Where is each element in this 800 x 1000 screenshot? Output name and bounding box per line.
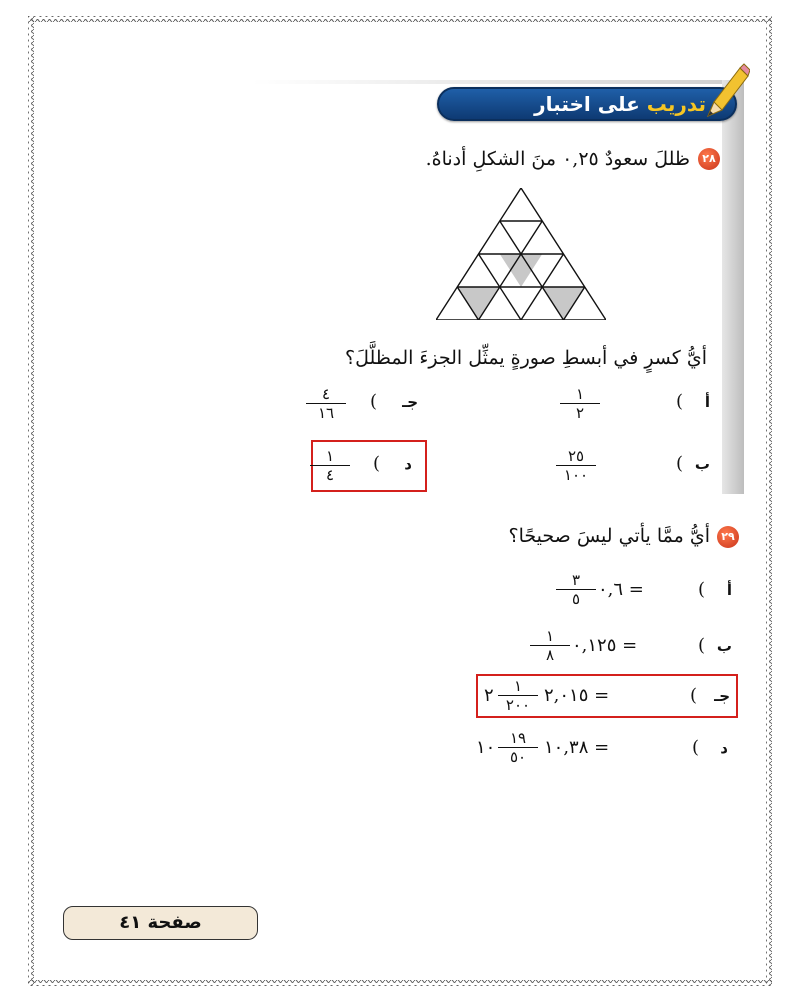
q29-option-b-paren: ( xyxy=(698,635,706,656)
question-29-number: ٢٩ xyxy=(717,526,739,548)
q28-option-d-letter: د xyxy=(404,455,412,473)
q29-option-d-equation: ١٠,٣٨ = xyxy=(544,737,610,758)
banner-title-rest: على اختبار xyxy=(534,92,647,116)
q29-option-a-paren: ( xyxy=(698,579,706,600)
fraction-denominator: ٥٠ xyxy=(509,748,527,766)
q29-option-d-letter: د xyxy=(720,739,728,757)
q29-option-c-equation: ٢,٠١٥ = xyxy=(544,685,610,706)
q29-option-a-equation: ٠,٦ = xyxy=(598,579,644,600)
q29-option-c-fraction xyxy=(498,678,538,713)
q28-option-d-paren: ( xyxy=(373,453,381,474)
fraction-numerator: ٤ xyxy=(306,386,346,404)
q28-option-c-letter: جـ xyxy=(402,393,418,411)
q29-option-c-whole: ٢ xyxy=(484,685,494,706)
fraction-denominator: ٨ xyxy=(545,646,555,664)
q29-option-a-fraction xyxy=(556,572,596,607)
fraction-numerator: ١ xyxy=(530,628,570,646)
q28-option-a-paren: ( xyxy=(676,391,684,412)
fraction-denominator: ١٦ xyxy=(317,404,335,422)
q28-option-c-fraction xyxy=(306,386,346,421)
fraction-numerator: ١ xyxy=(560,386,600,404)
q28-option-b-paren: ( xyxy=(676,453,684,474)
fraction-denominator: ١٠٠ xyxy=(563,466,589,484)
question-28-number: ٢٨ xyxy=(698,148,720,170)
fraction-numerator: ٢٥ xyxy=(556,448,596,466)
q29-option-c-paren: ( xyxy=(690,685,698,706)
question-29-prompt: أيُّ ممَّا يأتي ليسَ صحيحًا؟ xyxy=(508,525,710,547)
fraction-denominator: ٢ xyxy=(575,404,585,422)
fraction-numerator: ١٩ xyxy=(498,730,538,748)
q28-option-b-letter: ب xyxy=(694,455,710,473)
q29-option-d-paren: ( xyxy=(692,737,700,758)
panel-top-rule xyxy=(252,80,722,84)
banner-title xyxy=(456,89,706,119)
q28-option-b-fraction xyxy=(556,448,596,483)
page-number-badge: صفحة ٤١ xyxy=(63,906,258,940)
q29-option-d-fraction xyxy=(498,730,538,765)
pencil-icon xyxy=(700,62,750,122)
triangle-figure xyxy=(436,188,606,320)
q28-option-a-letter: أ xyxy=(704,393,710,411)
q28-option-d-fraction xyxy=(310,448,350,483)
q29-option-b-letter: ب xyxy=(716,637,732,655)
fraction-numerator: ١ xyxy=(498,678,538,696)
fraction-numerator: ٣ xyxy=(556,572,596,590)
q28-option-c-paren: ( xyxy=(370,391,378,412)
q29-option-a-letter: أ xyxy=(726,581,732,599)
panel-shadow xyxy=(722,80,744,494)
fraction-denominator: ٤ xyxy=(325,466,335,484)
q29-option-b-fraction xyxy=(530,628,570,663)
question-28-prompt: ظللَ سعودٌ ٠,٢٥ منَ الشكلِ أدناهُ. xyxy=(425,148,690,170)
q29-option-b-equation: ٠,١٢٥ = xyxy=(572,635,638,656)
banner-title-highlight: تدريب xyxy=(646,92,706,116)
q29-option-c-letter: جـ xyxy=(714,687,730,705)
fraction-denominator: ٢٠٠ xyxy=(505,696,531,714)
q29-option-d-whole: ١٠ xyxy=(476,737,496,758)
fraction-numerator: ١ xyxy=(310,448,350,466)
q28-option-a-fraction xyxy=(560,386,600,421)
question-28-text: أيُّ كسرٍ في أبسطِ صورةٍ يمثِّل الجزءَ المظلَّلَ؟ xyxy=(344,347,707,369)
fraction-denominator: ٥ xyxy=(571,590,581,608)
